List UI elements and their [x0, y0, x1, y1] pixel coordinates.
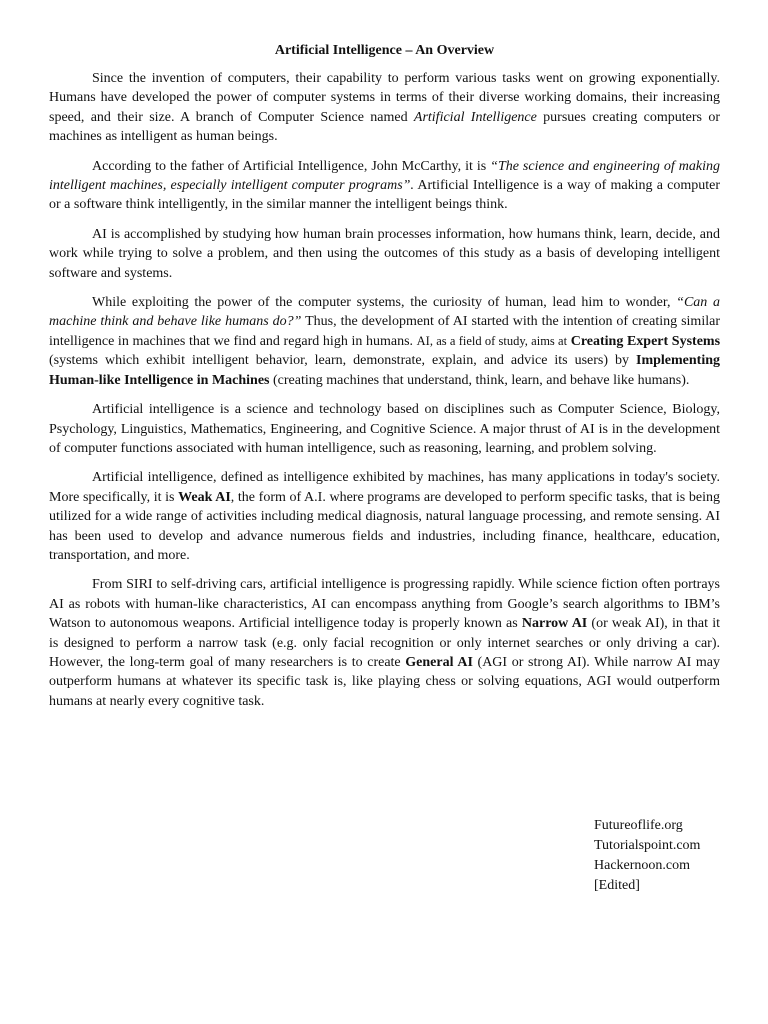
- p1-italic-term: Artificial Intelligence: [413, 109, 537, 125]
- p4-text-a: While exploiting the power of the computer systems, the curiosity of human, lead him to wonder,: [92, 295, 677, 311]
- p2-quote: “The science and engineering of making intelligent machines, especially intelligent computer programs”.: [49, 158, 720, 194]
- p6-bold-weak-ai: Weak AI: [178, 489, 231, 505]
- p7-text-a: From SIRI to self-driving cars, artificial intelligence is progressing rapidly. While science fiction often portrays AI as robots with human-like characteristics, AI can encompass anything from Google’s search algorithms to IBM’s Watson to autonomous weapons. Artificial intelligence today is properly known as: [49, 577, 720, 632]
- p4-text-e: (creating machines that understand, think, learn, and behave like humans).: [269, 372, 690, 388]
- p1-text-a: Since the invention of computers, their capability to perform various tasks went on growing exponentially. Humans have developed the power of computer systems in terms of their diverse working domains, their increasing speed, and their size. A branch of Computer Science named: [49, 71, 720, 125]
- p4-quote: “Can a machine think and behave like humans do?”: [49, 295, 720, 330]
- p4-text-d: (systems which exhibit intelligent behavior, learn, demonstrate, explain, and advice its users) by: [49, 353, 636, 369]
- paragraph-1: [49, 69, 720, 147]
- p4-bold-expert-systems: Creating Expert Systems: [570, 333, 721, 349]
- paragraph-3: AI is accomplished by studying how human brain processes information, how humans think, learn, decide, and work while trying to solve a problem, and then using the outcomes of this study as a basis of developing intelligent software and systems.: [49, 226, 720, 281]
- p1-text-b: pursues creating computers or machines as intelligent as human beings.: [49, 109, 720, 145]
- p4-bold-human-like: Implementing Human-like Intelligence in Machines: [49, 353, 720, 388]
- p7-bold-general-ai: General AI: [405, 654, 473, 670]
- p7-text-c: (AGI or strong AI). While narrow AI may outperform humans at whatever its specific task is, like playing chess or solving equations, AGI would outperform humans at nearly every cognitive task.: [49, 654, 720, 709]
- p6-text-b: , the form of A.I. where programs are developed to perform specific tasks, that is being utilized for a wide range of activities including medical diagnosis, natural language processing, and remote sensing. AI has been used to develop and advance numerous fields and industries, including finance, healthcare, education, transportation, and more.: [49, 489, 721, 563]
- p4-text-b: Thus, the development of AI started with the intention of creating similar intelligence in machines that we find and regard high in humans.: [49, 314, 720, 349]
- paragraph-6: [49, 468, 720, 565]
- document-title: Artificial Intelligence – An Overview: [274, 43, 495, 58]
- sources-list: [594, 816, 700, 896]
- source-item: Tutorialspoint.com: [594, 838, 701, 853]
- p7-bold-narrow-ai: Narrow AI: [521, 616, 588, 632]
- p2-text-a: According to the father of Artificial Intelligence, John McCarthy, it is: [92, 158, 491, 174]
- p7-text-b: (or weak AI), in that it is designed to perform a narrow task (e.g. only facial recognition or only internet searches or only driving a car). However, the long-term goal of many researchers is to create: [49, 616, 720, 670]
- source-item: Hackernoon.com: [594, 858, 691, 873]
- paragraph-7: [49, 575, 720, 711]
- source-item: [Edited]: [594, 878, 640, 893]
- p2-text-b: Artificial Intelligence is a way of making a computer or a software think intelligently, in the similar manner the intelligent beings think.: [49, 178, 721, 213]
- paragraph-5: Artificial intelligence is a science and technology based on disciplines such as Computer Science, Biology, Psychology, Linguistics, Mathematics, Engineering, and Cognitive Science. A major thrust of AI is in the development of computer functions associated with human intelligence, such as reasoning, learning, and problem solving.: [49, 402, 720, 456]
- source-item: Futureoflife.org: [594, 818, 683, 833]
- paragraph-2: [49, 157, 720, 215]
- p4-small-text: AI, as a field of study, aims at: [416, 333, 568, 348]
- paragraph-4: [49, 293, 720, 390]
- p6-text-a: Artificial intelligence, defined as intelligence exhibited by machines, has many applications in today's society. More specifically, it is: [49, 470, 720, 505]
